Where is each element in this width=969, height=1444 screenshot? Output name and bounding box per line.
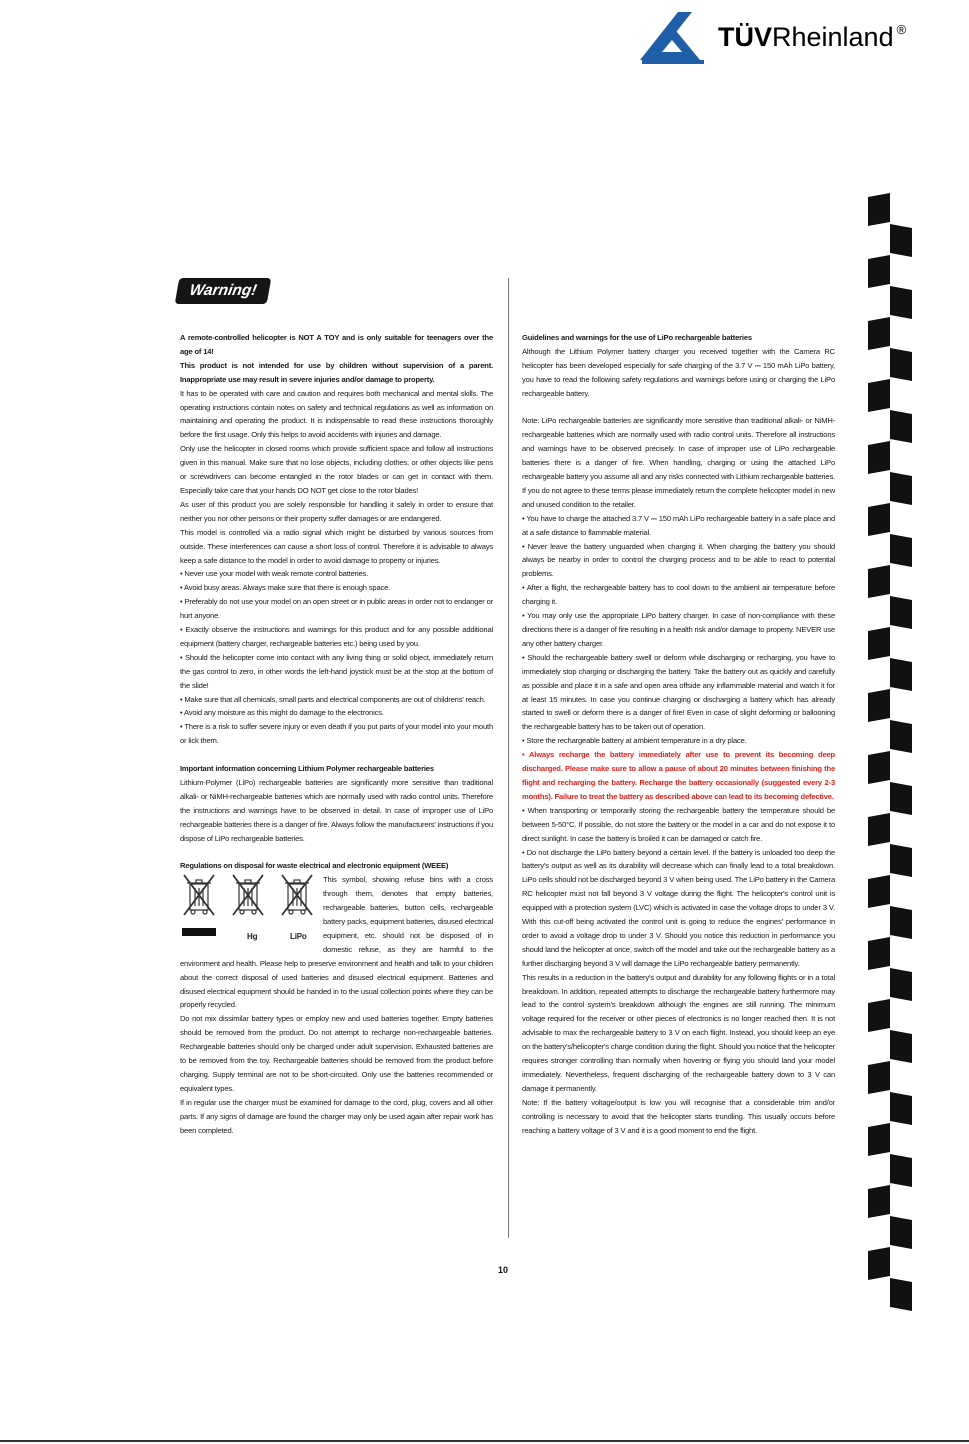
lipo-guidelines-list (522, 512, 835, 1138)
checker-square (890, 1092, 912, 1125)
intro-paragraph: • Avoid busy areas. Always make sure that there is enough space. (180, 583, 391, 593)
checker-square (890, 1278, 912, 1311)
checker-square (868, 1123, 890, 1156)
checker-square (890, 348, 912, 381)
guideline-item: • Do not discharge the LiPo battery beyond a certain level. If the battery is unloaded too deep the battery's output as well as its durability will decrease which can finally lead to a total breakdown. LiPo cells should not be discharged beyond 3 V when being used. The LiPo battery in the Camera RC helicopter must not fall beyond 3 V voltage during the flight. The helicopter's control unit is equipped with a protection system (LVC) which is activated in case the voltage drops to under 3 V. With this cut-off being activated the control unit is going to reduce the engines' performance in order to avoid a voltage drop to under 3 V. Should you notice this reduction in performance you should land the helicopter at once, switch off the model and take out the rechargeable battery as a further discharging beyond 3 V will damage the LiPo rechargeable battery permanently. (522, 847, 835, 968)
checker-square (868, 379, 890, 412)
weee-heading: Regulations on disposal for waste electrical and electronic equipment (WEEE) (180, 861, 449, 871)
checker-square (868, 1247, 890, 1280)
intro-paragraph: • There is a risk to suffer severe injury or even death if you put parts of your model into your mouth or lick them. (180, 722, 493, 746)
bottom-rule (0, 1440, 969, 1442)
right-column (522, 331, 835, 1138)
checker-square (868, 813, 890, 846)
weee-label-hg: Hg (247, 932, 258, 942)
intro-paragraph: A remote-controlled helicopter is NOT A TOY and is only suitable for teenagers over the age of 14! (180, 333, 493, 356)
battery-handling-section (180, 1012, 493, 1137)
guideline-item: • You have to charge the attached 3.7 V ⎓ 150 mAh LiPo rechargeable battery in a safe place and at a safe distance to flammable material. (522, 513, 835, 537)
intro-paragraph: • Avoid any moisture as this might do damage to the electronics. (180, 708, 384, 718)
logo-registered-mark: ® (896, 22, 907, 37)
intro-paragraph: It has to be operated with care and caution and requires both mechanical and mental skills. The operating instructions contain notes on safety and technical regulations as well as information on maintaining and operating the product. It is indispensable to read these instructions thoroughly before the first usage. Only this helps to avoid accidents with injuries and damage. (180, 388, 493, 440)
weee-block (180, 873, 493, 1012)
checker-square (890, 1030, 912, 1063)
intro-paragraph: Only use the helicopter in closed rooms which provide sufficient space and follow all instructions given in this manual. Make sure that no lose objects, including clothes, or other objects like pens or screwdrivers can become entangled in the rotor blades or can get in contact with them. Especially take care that your hands DO NOT get close to the rotor blades! (180, 444, 493, 495)
left-column (180, 331, 493, 1138)
intro-paragraph: • Exactly observe the instructions and warnings for this product and for any possible additional equipment (battery charger, rechargeable batteries etc.) being used by you. (180, 625, 493, 648)
checker-square (868, 937, 890, 970)
checker-square (890, 1216, 912, 1249)
guideline-item: • You may only use the appropriate LiPo battery charger. In case of non-compliance with these directions there is a danger of fire resulting in a health risk and/or damage to property. NEVER use any other battery charger. (522, 611, 835, 648)
checker-square (868, 565, 890, 598)
checker-square (868, 999, 890, 1032)
checker-square (890, 472, 912, 505)
note-text: Note: LiPo rechargeable batteries are significantly more sensitive than traditional alkali- or NiMH-rechargeable batteries which are normally used with radio control units. Therefore all instructions and warnings have to be observed precisely. In case of improper use of LiPo rechargeable batteries there is a danger of fire. When handling, charging or using the attached LiPo rechargeable battery you assume all and any risks connected with Lithium rechargeable batteries. If you do not agree to these terms please immediately return the complete helicopter model in new and unused condition to the retailer. (522, 416, 835, 509)
checker-square (890, 534, 912, 567)
intro-paragraph: As user of this product you are solely responsible for handling it safely in order to ensure that neither you nor other persons or their property suffer damages or are endangered. (180, 499, 493, 523)
checker-square (868, 441, 890, 474)
checker-square (890, 224, 912, 257)
checker-square (868, 255, 890, 288)
page-number: 10 (498, 1265, 509, 1275)
intro-paragraph: • Preferably do not use your model on an open street or in public areas in order not to endanger or hurt anyone. (180, 597, 493, 621)
guideline-item: • After a flight, the rechargeable battery has to cool down to the ambient air temperature before charging it. (522, 583, 835, 607)
checker-square (868, 503, 890, 536)
weee-text: This symbol, showing refuse bins with a cross through them, denotes that empty batteries, rechargeable batteries, button cells, rechargeable battery packs, equipment batteries, disused electrical equipment, etc. should not be disposed of in domestic refuse, as they are harmful to the environment and health. Please help to preserve environment and health and talk to your children about the correct disposal of used batteries and disused electrical equipment. Batteries and disused electrical equipment should be handed in to the usual collection points where they can be properly recycled. (180, 875, 493, 1010)
logo-name: Rheinland (772, 22, 894, 52)
guideline-item: Note: If the battery voltage/output is low you will recognise that a considerable trim and/or controlling is necessary to avoid that the helicopter starts trundling. This usually occurs before reaching a battery voltage of 3 V and it is a good moment to end the flight. (522, 1097, 835, 1135)
checker-square (890, 844, 912, 877)
guideline-item: • Always recharge the battery immediately after use to prevent its becoming deep discharged. Please make sure to allow a pause of about 20 minutes between finishing the flight and recharging the battery. Recharge the battery occasionally (suggested every 2-3 months). Failure to treat the battery as described above can lead to its becoming defective. (522, 750, 835, 801)
intro-paragraph: • Should the helicopter come into contact with any living thing or solid object, immediately return the gas control to zero, in other words the left-hand joystick must be at the stop at the bottom of the slide! (180, 652, 493, 690)
weee-label-lipo: LiPo (290, 932, 307, 942)
checker-square (890, 410, 912, 443)
guidelines-heading: Guidelines and warnings for the use of LiPo rechargeable batteries (522, 333, 752, 342)
battery-handling-paragraph: If in regular use the charger must be examined for damage to the cord, plug, covers and all other parts. If any signs of damage are found the charger may only be used again after repair work has been completed. (180, 1097, 493, 1135)
checker-square (890, 720, 912, 753)
guideline-item: This results in a reduction in the battery's output and durability for any following flights or in a total breakdown. In addition, repeated attempts to discharge the rechargeable battery furthermore may lead to the control system's breakdown although the engines are still running. The minimum voltage required for the receiver or other pieces of electronics is no longer reached then. It is not advisable to max the rechargeable battery to 3 V on each flight. Instead, you should keep an eye on the battery's/helicopter's charge condition during the flight. Should you notice that the helicopter requires stronger controlling than normally when hovering or flying you should land your model immediately. Nevertheless, frequent discharging of the rechargeable battery down to 3 V can damage it permanently. (522, 972, 835, 1093)
intro-paragraph: This model is controlled via a radio signal which might be disturbed by various sources from outside. These interferences can cause a short loss of control. Therefore it is advisable to always keep a safe distance to the model in order to avoid damage to property or injuries. (180, 527, 493, 565)
guideline-item: • Never leave the battery unguarded when charging it. When charging the battery you should always be nearby in order to control the charging process and to be able to react to potential problems. (522, 541, 835, 579)
lipo-text: Lithium-Polymer (LiPo) rechargeable batteries are significantly more sensitive than traditional alkali- or NiMH-rechargeable batteries which are normally used with radio control units. Therefore the instructions and warnings have to be observed in detail. In case of improper use of LiPo rechargeable batteries there is a danger of fire. Always follow the manufacturers' instructions if you dispose of LiPo rechargeable batteries. (180, 777, 493, 843)
guideline-item: • Should the rechargeable battery swell or deform while discharging or recharging, you have to immediately stop charging or discharging the battery. Take the battery out as quickly and carefully as possible and place it in a safe and open area offside any inflammable material and watch it for at least 15 minutes. In case you continue charging or discharging a battery which has already started to swell or deform there is a danger of fire! Even in case of slight deforming or ballooning the rechargeable battery has to be taken out of operation. (522, 652, 835, 732)
checker-square (890, 906, 912, 939)
checker-square (890, 596, 912, 629)
logo-wordmark (718, 22, 906, 53)
logo-brand: TÜV (718, 22, 772, 52)
checker-square (868, 1061, 890, 1094)
weee-symbols (180, 873, 320, 947)
guidelines-text: Although the Lithium Polymer battery charger you received together with the Camera RC helicopter has been developed especially for safe charging of the 3.7 V ⎓ 150 mAh LiPo battery, you have to read the following safety regulations and warnings before using or charging the LiPo rechargeable battery. (522, 346, 835, 398)
checker-square (868, 875, 890, 908)
checker-square (868, 317, 890, 350)
battery-handling-paragraph: Do not mix dissimilar battery types or employ new and used batteries together. Empty batteries should be removed from the product. Do not attempt to recharge non-rechargeable batteries. Rechargeable batteries should only be charged under adult supervision. Exhausted batteries are to be removed from the toy. Rechargeable batteries should be removed from the product before charging. Supply terminal are not to be short-circuited. Only use the batteries recommended or equivalent types. (180, 1014, 493, 1093)
checker-square (890, 782, 912, 815)
checker-square (890, 286, 912, 319)
checker-square (868, 751, 890, 784)
checker-square (890, 1154, 912, 1187)
column-divider (508, 278, 509, 1238)
guideline-item: • Store the rechargeable battery at ambient temperature in a dry place. (522, 736, 747, 746)
intro-paragraph: This product is not intended for use by children without supervision of a parent. Inappropriate use may result in severe injuries and/or damage to property. (180, 360, 493, 384)
checker-square (868, 689, 890, 722)
intro-paragraph: • Never use your model with weak remote control batteries. (180, 569, 369, 579)
checker-square (890, 658, 912, 691)
intro-paragraph: • Make sure that all chemicals, small parts and electrical components are out of childrens' reach. (180, 694, 486, 704)
intro-section (180, 331, 493, 748)
checker-square (890, 968, 912, 1001)
checker-square (868, 193, 890, 226)
checkered-border-strip (866, 193, 914, 1321)
warning-badge: Warning! (175, 278, 272, 304)
lipo-heading: Important information concerning Lithium Polymer rechargeable batteries (180, 764, 434, 774)
checker-square (868, 627, 890, 660)
guideline-item: • When transporting or temporarily storing the rechargeable battery the temperature should be between 5-50°C. If possible, do not store the battery or the model in a car and do not expose it to direct sunlight. In case the battery is broiled it can be damaged or catch fire. (522, 805, 835, 843)
checker-square (868, 1185, 890, 1218)
